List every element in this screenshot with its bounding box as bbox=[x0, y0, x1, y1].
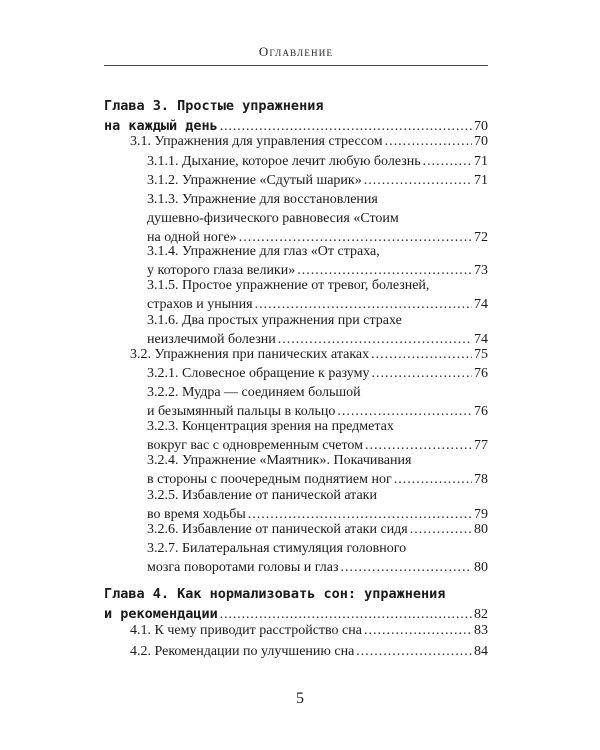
toc-entry-title: 3.2.1. Словесное обращение к разуму bbox=[147, 366, 370, 381]
toc-page-number: 80 bbox=[474, 560, 488, 575]
toc-leader-dots bbox=[341, 558, 473, 577]
toc-leader-dots bbox=[364, 621, 472, 640]
toc-entry-title: неизлечимой болезни bbox=[147, 332, 276, 347]
toc-entry-title: и рекомендации bbox=[104, 606, 218, 622]
toc-entry-title: 3.1.4. Упражнение для глаз «От страха, bbox=[147, 244, 380, 259]
toc-page-number: 73 bbox=[474, 263, 488, 278]
toc-entry-title: вокруг вас с одновременным счетом bbox=[147, 438, 364, 453]
toc-entry-title: и безымянный пальцы в кольцо bbox=[147, 404, 336, 419]
toc-section-entry[interactable] bbox=[147, 242, 488, 280]
toc-page-number: 72 bbox=[474, 230, 488, 245]
toc-chapter-entry[interactable] bbox=[104, 585, 488, 624]
toc-page-number: 80 bbox=[474, 522, 488, 537]
toc-section-entry[interactable] bbox=[147, 539, 488, 577]
toc-section-entry[interactable] bbox=[147, 520, 488, 539]
toc-page-number: 71 bbox=[474, 173, 488, 188]
toc-entry-title: 3.1. Упражнения для управления стрессом bbox=[130, 134, 383, 149]
toc-entry-title: 3.2.4. Упражнение «Маятник». Покачивания bbox=[147, 453, 412, 468]
toc-entry-title: 3.2. Упражнения при панических атаках bbox=[130, 347, 370, 362]
toc-section-entry[interactable] bbox=[147, 364, 488, 383]
toc-section-entry[interactable] bbox=[147, 190, 488, 247]
toc-leader-dots bbox=[410, 520, 472, 539]
toc-entry-title: в стороны с поочередным поднятием ног bbox=[147, 472, 392, 487]
running-header: Оглавление bbox=[258, 44, 334, 59]
toc-page-number: 84 bbox=[474, 644, 488, 659]
toc-entry-title: страхов и уныния bbox=[147, 297, 253, 312]
toc-entry-title: у которого глаза велики» bbox=[147, 263, 296, 278]
toc-entry-title: 3.2.2. Мудра — соединяем большой bbox=[147, 385, 361, 400]
toc-page-number: 83 bbox=[474, 623, 488, 638]
toc-leader-dots bbox=[385, 132, 472, 151]
toc-entry-title: 3.2.6. Избавление от панической атаки сидя bbox=[147, 522, 408, 537]
toc-entry-title: душевно-физического равновесия «Стоим bbox=[147, 211, 399, 226]
toc-section-entry[interactable] bbox=[130, 621, 488, 640]
toc-section-entry[interactable] bbox=[147, 152, 488, 171]
toc-page-number: 82 bbox=[474, 607, 488, 622]
toc-section-entry[interactable] bbox=[147, 417, 488, 455]
toc-page-number: 76 bbox=[474, 366, 488, 381]
toc-page-number: 70 bbox=[474, 119, 488, 134]
toc-entry-title: во время ходьбы bbox=[147, 507, 246, 522]
toc-entry-title: 4.2. Рекомендации по улучшению сна bbox=[130, 644, 355, 659]
toc-leader-dots bbox=[371, 345, 472, 364]
toc-leader-dots bbox=[356, 642, 472, 661]
toc-section-entry[interactable] bbox=[147, 451, 488, 489]
toc-section-entry[interactable] bbox=[147, 311, 488, 349]
toc-page-number: 74 bbox=[474, 332, 488, 347]
toc-entry-title: 3.1.3. Упражнение для восстановления bbox=[147, 192, 378, 207]
toc-leader-dots bbox=[371, 364, 472, 383]
toc-entry-title: 4.1. К чему приводит расстройство сна bbox=[130, 623, 362, 638]
toc-entry-title: на одной ноге» bbox=[147, 230, 237, 245]
toc-section-entry[interactable] bbox=[130, 132, 488, 151]
toc-entry-title: 3.2.3. Концентрация зрения на предметах bbox=[147, 419, 394, 434]
toc-section-entry[interactable] bbox=[147, 383, 488, 421]
toc-page-number: 75 bbox=[474, 347, 488, 362]
toc-entry-title: 3.1.2. Упражнение «Сдутый шарик» bbox=[147, 173, 362, 188]
toc-entry-title: на каждый день bbox=[104, 118, 218, 134]
toc-section-entry[interactable] bbox=[130, 345, 488, 364]
toc-leader-dots bbox=[423, 152, 472, 171]
toc-entry-title: мозга поворотами головы и глаз bbox=[147, 560, 339, 575]
toc-page-number: 79 bbox=[474, 507, 488, 522]
toc-page-number: 70 bbox=[474, 134, 488, 149]
toc-section-entry[interactable] bbox=[130, 642, 488, 661]
toc-entry-title: 3.1.1. Дыхание, которое лечит любую болезнь bbox=[147, 154, 421, 169]
toc-page-number: 77 bbox=[474, 438, 488, 453]
toc-section-entry[interactable] bbox=[147, 276, 488, 314]
toc-entry-title: 3.2.5. Избавление от панической атаки bbox=[147, 488, 377, 503]
toc-page-number: 74 bbox=[474, 297, 488, 312]
toc-page-number: 78 bbox=[474, 472, 488, 487]
toc-entry-title: 3.1.5. Простое упражнение от тревог, болезней, bbox=[147, 278, 430, 293]
page-number: 5 bbox=[296, 690, 304, 707]
toc-entry-title: 3.1.6. Два простых упражнения при страхе bbox=[147, 313, 402, 328]
toc-section-entry[interactable] bbox=[147, 171, 488, 190]
toc-section-entry[interactable] bbox=[147, 486, 488, 524]
toc-entry-title: 3.2.7. Билатеральная стимуляция головного bbox=[147, 541, 407, 556]
toc-entry-title: Глава 4. Как нормализовать сон: упражнения bbox=[104, 586, 446, 602]
toc-entry-title: Глава 3. Простые упражнения bbox=[104, 98, 324, 114]
toc-page-number: 71 bbox=[474, 154, 488, 169]
toc-leader-dots bbox=[364, 171, 472, 190]
toc-page-number: 76 bbox=[474, 404, 488, 419]
toc-chapter-entry[interactable] bbox=[104, 97, 488, 136]
